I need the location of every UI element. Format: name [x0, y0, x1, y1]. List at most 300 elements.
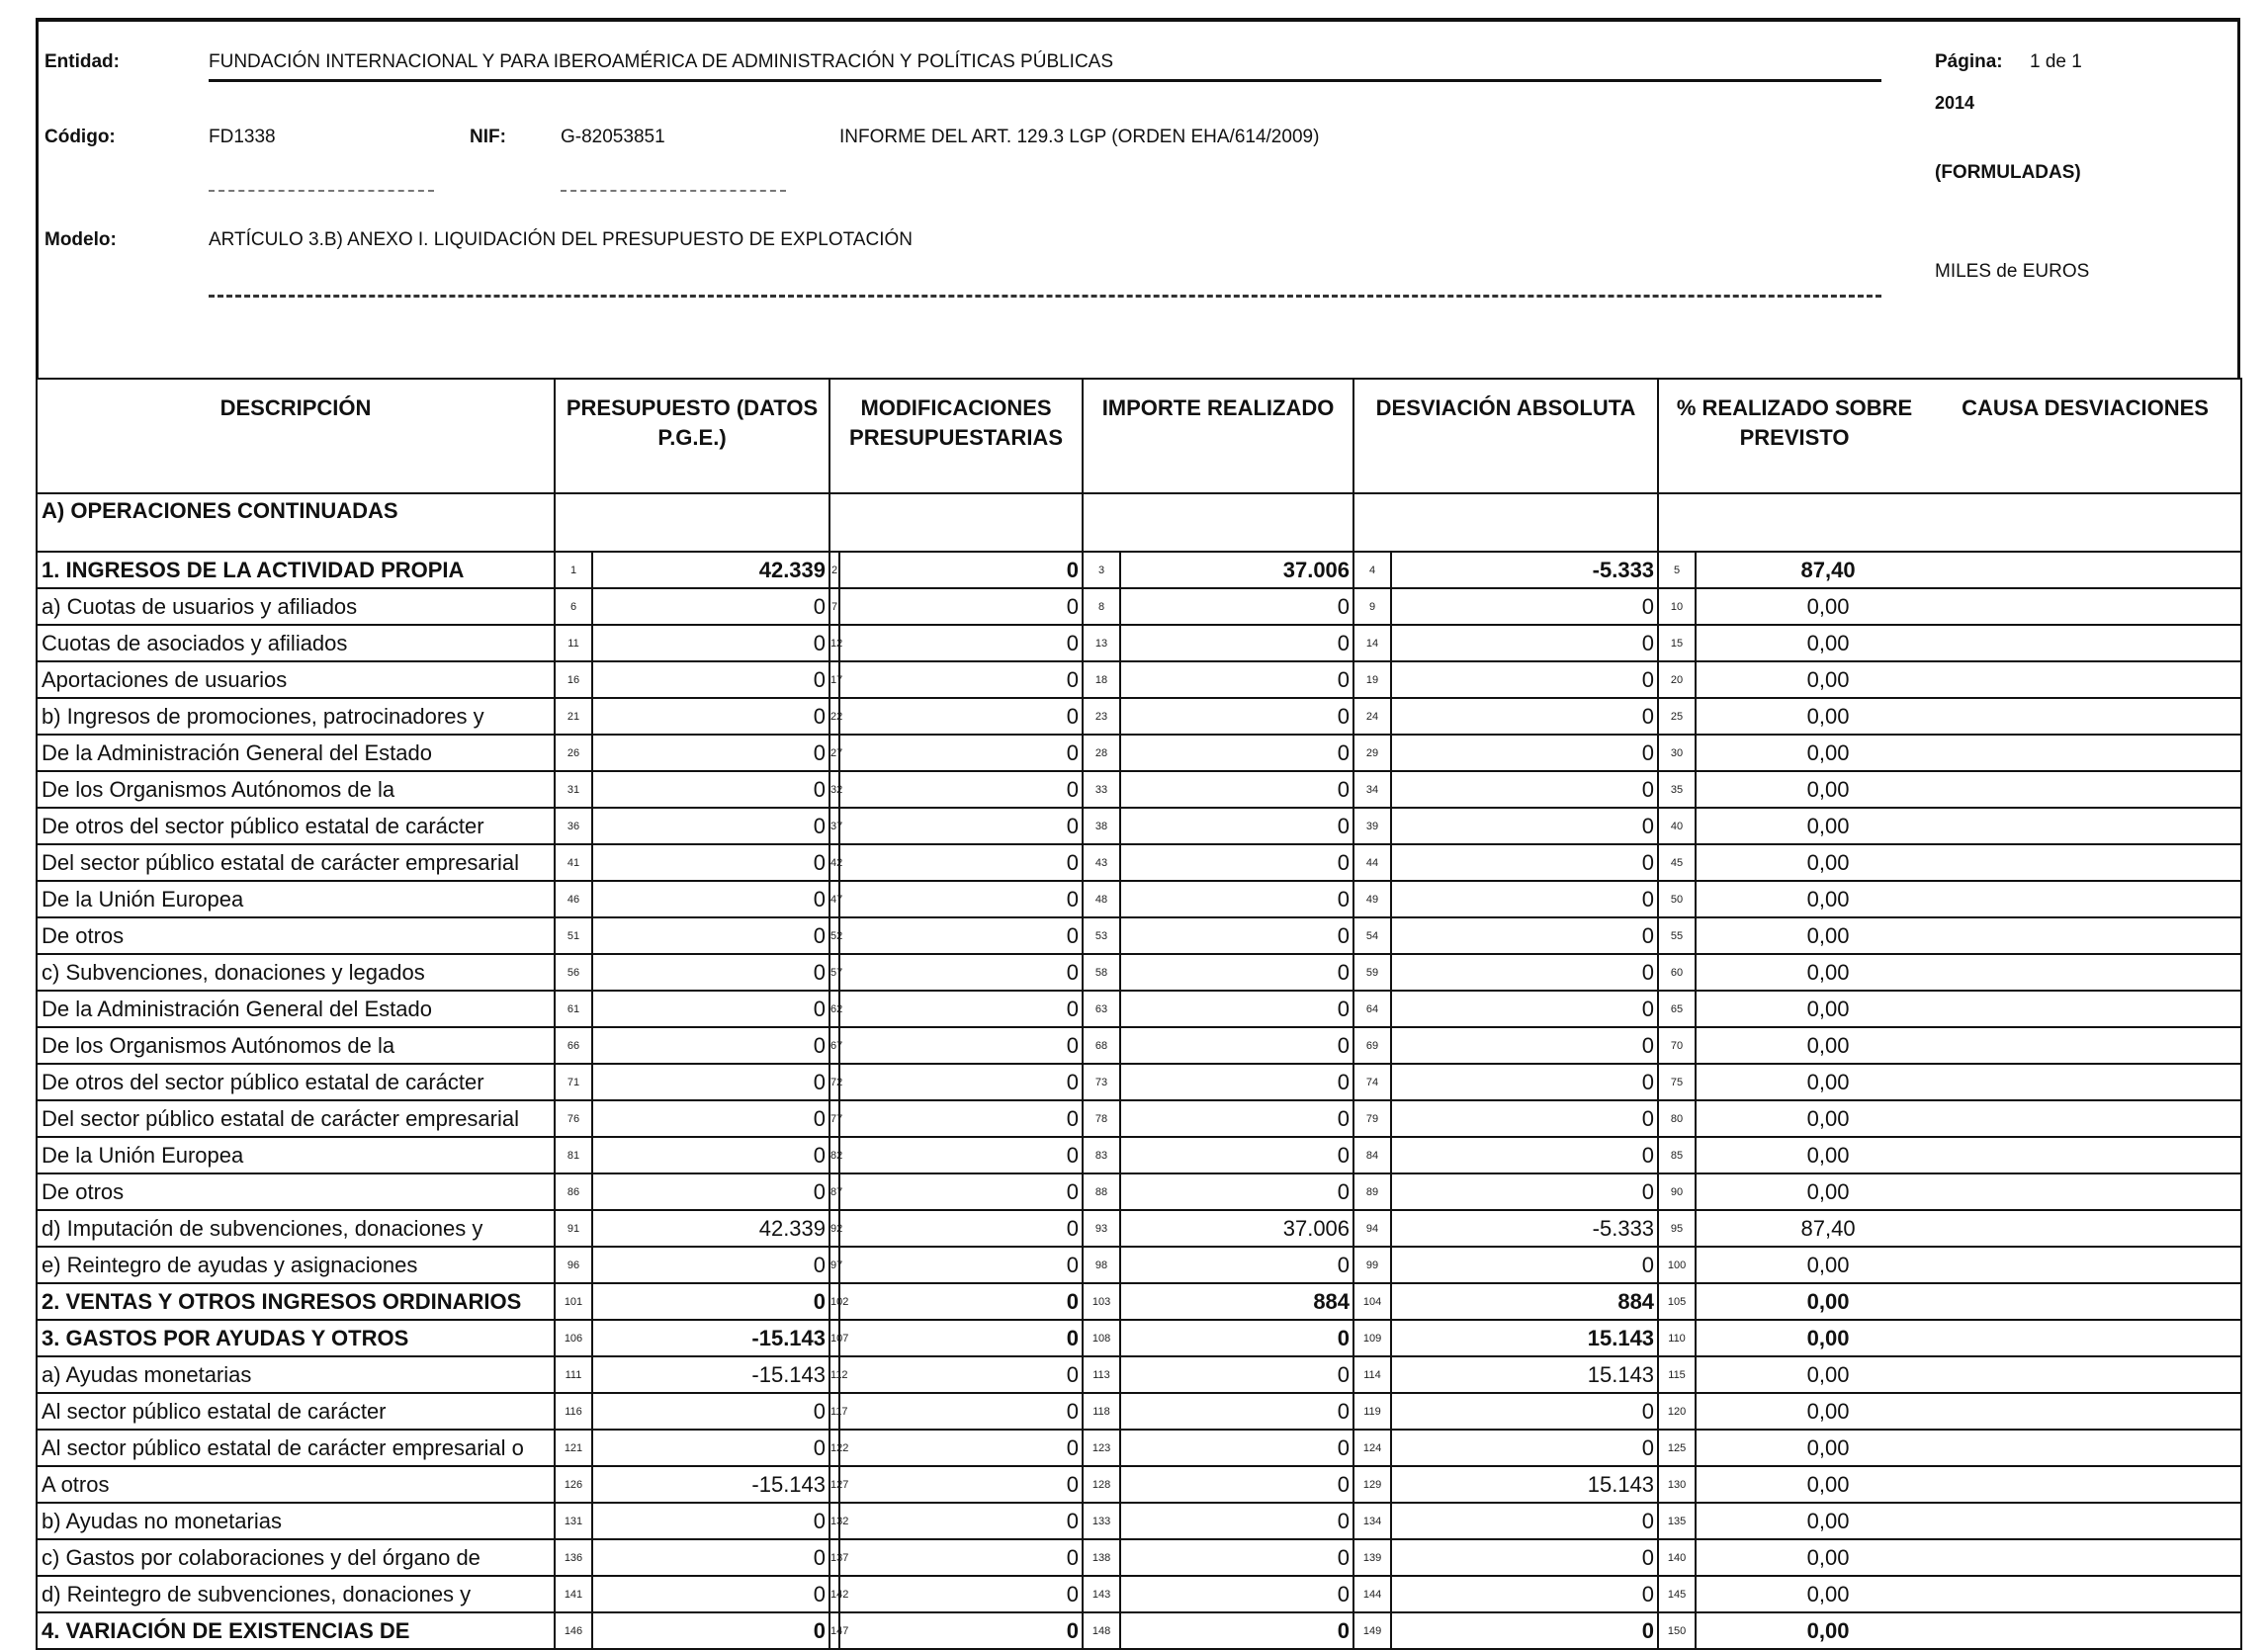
causa-value: [1930, 1539, 2241, 1576]
importe-value: 0: [1120, 1173, 1353, 1210]
row-description: d) Imputación de subvenciones, donaciones y: [37, 1210, 555, 1247]
entidad-underline: [209, 79, 1881, 82]
importe-value: 0: [1120, 1064, 1353, 1100]
importe-value: 0: [1120, 881, 1353, 917]
line-number: 28: [1083, 735, 1120, 771]
presupuesto-value: 0: [592, 1064, 829, 1100]
row-description: De los Organismos Autónomos de la: [37, 1027, 555, 1064]
importe-value: 0: [1120, 771, 1353, 808]
line-number: 56: [555, 954, 592, 991]
table-row: [37, 1576, 2241, 1612]
line-number: 135: [1658, 1503, 1696, 1539]
presupuesto-value: -15.143: [592, 1320, 829, 1356]
table-row: [37, 808, 2241, 844]
desviacion-value: 0: [1391, 625, 1658, 661]
table-row: [37, 1320, 2241, 1356]
modificaciones-value: 0: [839, 1356, 1083, 1393]
importe-value: 0: [1120, 1612, 1353, 1649]
presupuesto-value: -15.143: [592, 1466, 829, 1503]
line-number: 82: [829, 1137, 839, 1173]
line-number: 33: [1083, 771, 1120, 808]
line-number: 54: [1353, 917, 1391, 954]
causa-value: [1930, 881, 2241, 917]
modificaciones-value: 0: [839, 1320, 1083, 1356]
line-number: 29: [1353, 735, 1391, 771]
line-number: 138: [1083, 1539, 1120, 1576]
line-number: 80: [1658, 1100, 1696, 1137]
realizado-value: 0,00: [1696, 1100, 1930, 1137]
line-number: 141: [555, 1576, 592, 1612]
line-number: 21: [555, 698, 592, 735]
desviacion-value: -5.333: [1391, 552, 1658, 588]
modificaciones-value: 0: [839, 1027, 1083, 1064]
report-header: [36, 22, 2240, 378]
realizado-value: 0,00: [1696, 1393, 1930, 1430]
table-row: [37, 735, 2241, 771]
line-number: 8: [1083, 588, 1120, 625]
presupuesto-value: 0: [592, 1100, 829, 1137]
report-year: 2014: [1935, 93, 1975, 113]
row-description: Aportaciones de usuarios: [37, 661, 555, 698]
realizado-value: 0,00: [1696, 1466, 1930, 1503]
row-description: De la Administración General del Estado: [37, 991, 555, 1027]
line-number: 84: [1353, 1137, 1391, 1173]
row-description: 3. GASTOS POR AYUDAS Y OTROS: [37, 1320, 555, 1356]
line-number: 4: [1353, 552, 1391, 588]
line-number: 114: [1353, 1356, 1391, 1393]
realizado-value: 0,00: [1696, 1612, 1930, 1649]
importe-value: 0: [1120, 735, 1353, 771]
importe-value: 0: [1120, 1576, 1353, 1612]
pagina-value: 1 de 1: [2030, 51, 2082, 72]
col-causa: CAUSA DESVIACIONES: [1930, 379, 2241, 493]
causa-value: [1930, 1576, 2241, 1612]
row-description: Al sector público estatal de carácter empresarial o: [37, 1430, 555, 1466]
desviacion-value: 0: [1391, 954, 1658, 991]
importe-value: 0: [1120, 1503, 1353, 1539]
line-number: 118: [1083, 1393, 1120, 1430]
line-number: 62: [829, 991, 839, 1027]
causa-value: [1930, 808, 2241, 844]
presupuesto-value: 0: [592, 588, 829, 625]
line-number: 2: [829, 552, 839, 588]
importe-value: 0: [1120, 661, 1353, 698]
line-number: 72: [829, 1064, 839, 1100]
desviacion-value: 0: [1391, 1027, 1658, 1064]
importe-value: 0: [1120, 1320, 1353, 1356]
realizado-value: 0,00: [1696, 844, 1930, 881]
row-description: d) Reintegro de subvenciones, donaciones y: [37, 1576, 555, 1612]
line-number: 105: [1658, 1283, 1696, 1320]
line-number: 22: [829, 698, 839, 735]
line-number: 7: [829, 588, 839, 625]
causa-value: [1930, 1173, 2241, 1210]
presupuesto-value: 0: [592, 1430, 829, 1466]
presupuesto-value: 0: [592, 735, 829, 771]
nif-value: G-82053851: [561, 127, 665, 147]
modelo-value: ARTÍCULO 3.B) ANEXO I. LIQUIDACIÓN DEL PRESUPUESTO DE EXPLOTACIÓN: [209, 229, 913, 250]
line-number: 148: [1083, 1612, 1120, 1649]
line-number: 97: [829, 1247, 839, 1283]
line-number: 23: [1083, 698, 1120, 735]
line-number: 79: [1353, 1100, 1391, 1137]
presupuesto-value: 0: [592, 1612, 829, 1649]
row-description: e) Reintegro de ayudas y asignaciones: [37, 1247, 555, 1283]
modificaciones-value: 0: [839, 1137, 1083, 1173]
presupuesto-value: -15.143: [592, 1356, 829, 1393]
row-description: De otros: [37, 1173, 555, 1210]
realizado-value: 0,00: [1696, 1356, 1930, 1393]
presupuesto-value: 0: [592, 1173, 829, 1210]
presupuesto-value: 0: [592, 1503, 829, 1539]
realizado-value: 0,00: [1696, 1283, 1930, 1320]
line-number: 58: [1083, 954, 1120, 991]
importe-value: 0: [1120, 1393, 1353, 1430]
realizado-value: 0,00: [1696, 1247, 1930, 1283]
line-number: 68: [1083, 1027, 1120, 1064]
line-number: 146: [555, 1612, 592, 1649]
importe-value: 884: [1120, 1283, 1353, 1320]
importe-value: 0: [1120, 1430, 1353, 1466]
line-number: 129: [1353, 1466, 1391, 1503]
realizado-value: 0,00: [1696, 1173, 1930, 1210]
modelo-dash: [209, 295, 1881, 298]
modelo-label: Modelo:: [44, 229, 117, 250]
table-row: [37, 1100, 2241, 1137]
line-number: 144: [1353, 1576, 1391, 1612]
line-number: 111: [555, 1356, 592, 1393]
line-number: 88: [1083, 1173, 1120, 1210]
modificaciones-value: 0: [839, 735, 1083, 771]
line-number: 128: [1083, 1466, 1120, 1503]
realizado-value: 0,00: [1696, 698, 1930, 735]
codigo-dash: [209, 190, 434, 192]
line-number: 122: [829, 1430, 839, 1466]
desviacion-value: 884: [1391, 1283, 1658, 1320]
causa-value: [1930, 1393, 2241, 1430]
modificaciones-value: 0: [839, 844, 1083, 881]
line-number: 20: [1658, 661, 1696, 698]
desviacion-value: 0: [1391, 881, 1658, 917]
desviacion-value: 0: [1391, 771, 1658, 808]
desviacion-value: 0: [1391, 1576, 1658, 1612]
realizado-value: 0,00: [1696, 625, 1930, 661]
line-number: 103: [1083, 1283, 1120, 1320]
line-number: 18: [1083, 661, 1120, 698]
realizado-value: 0,00: [1696, 661, 1930, 698]
line-number: 136: [555, 1539, 592, 1576]
line-number: 139: [1353, 1539, 1391, 1576]
desviacion-value: 0: [1391, 917, 1658, 954]
line-number: 48: [1083, 881, 1120, 917]
line-number: 6: [555, 588, 592, 625]
line-number: 147: [829, 1612, 839, 1649]
importe-value: 0: [1120, 588, 1353, 625]
line-number: 110: [1658, 1320, 1696, 1356]
modificaciones-value: 0: [839, 808, 1083, 844]
causa-value: [1930, 1283, 2241, 1320]
causa-value: [1930, 844, 2241, 881]
presupuesto-value: 0: [592, 1576, 829, 1612]
line-number: 40: [1658, 808, 1696, 844]
row-description: De la Unión Europea: [37, 881, 555, 917]
causa-value: [1930, 1466, 2241, 1503]
line-number: 32: [829, 771, 839, 808]
presupuesto-value: 0: [592, 661, 829, 698]
table-row: [37, 1612, 2241, 1649]
line-number: 101: [555, 1283, 592, 1320]
modificaciones-value: 0: [839, 1576, 1083, 1612]
nif-dash: [561, 190, 786, 192]
line-number: 145: [1658, 1576, 1696, 1612]
line-number: 76: [555, 1100, 592, 1137]
modificaciones-value: 0: [839, 991, 1083, 1027]
line-number: 71: [555, 1064, 592, 1100]
realizado-value: 0,00: [1696, 1027, 1930, 1064]
line-number: 86: [555, 1173, 592, 1210]
pagina-label: Página:: [1935, 51, 2003, 72]
desviacion-value: 0: [1391, 698, 1658, 735]
line-number: 142: [829, 1576, 839, 1612]
causa-value: [1930, 991, 2241, 1027]
presupuesto-value: 0: [592, 808, 829, 844]
line-number: 11: [555, 625, 592, 661]
col-modificaciones: MODIFICACIONES PRESUPUESTARIAS: [829, 379, 1083, 493]
desviacion-value: 0: [1391, 1503, 1658, 1539]
table-row: [37, 698, 2241, 735]
line-number: 63: [1083, 991, 1120, 1027]
table-row: [37, 1356, 2241, 1393]
modificaciones-value: 0: [839, 1100, 1083, 1137]
desviacion-value: 0: [1391, 991, 1658, 1027]
presupuesto-value: 0: [592, 698, 829, 735]
line-number: 55: [1658, 917, 1696, 954]
importe-value: 0: [1120, 917, 1353, 954]
presupuesto-value: 0: [592, 881, 829, 917]
row-description: Al sector público estatal de carácter: [37, 1393, 555, 1430]
line-number: 34: [1353, 771, 1391, 808]
table-row: [37, 844, 2241, 881]
line-number: 132: [829, 1503, 839, 1539]
modificaciones-value: 0: [839, 625, 1083, 661]
line-number: 127: [829, 1466, 839, 1503]
causa-value: [1930, 954, 2241, 991]
realizado-value: 0,00: [1696, 1137, 1930, 1173]
table-row: [37, 625, 2241, 661]
line-number: 124: [1353, 1430, 1391, 1466]
table-row: [37, 1247, 2241, 1283]
desviacion-value: 0: [1391, 588, 1658, 625]
table-row: [37, 771, 2241, 808]
col-desviacion: DESVIACIÓN ABSOLUTA: [1353, 379, 1658, 493]
informe-title: INFORME DEL ART. 129.3 LGP (ORDEN EHA/614/2009): [839, 127, 1320, 147]
desviacion-value: 15.143: [1391, 1466, 1658, 1503]
line-number: 45: [1658, 844, 1696, 881]
line-number: 64: [1353, 991, 1391, 1027]
row-description: 1. INGRESOS DE LA ACTIVIDAD PROPIA: [37, 552, 555, 588]
line-number: 100: [1658, 1247, 1696, 1283]
modificaciones-value: 0: [839, 1064, 1083, 1100]
causa-value: [1930, 917, 2241, 954]
line-number: 115: [1658, 1356, 1696, 1393]
line-number: 14: [1353, 625, 1391, 661]
line-number: 69: [1353, 1027, 1391, 1064]
line-number: 123: [1083, 1430, 1120, 1466]
units-label: MILES de EUROS: [1935, 261, 2090, 282]
line-number: 74: [1353, 1064, 1391, 1100]
line-number: 109: [1353, 1320, 1391, 1356]
section-row: [37, 493, 2241, 552]
line-number: 133: [1083, 1503, 1120, 1539]
causa-value: [1930, 1612, 2241, 1649]
desviacion-value: -5.333: [1391, 1210, 1658, 1247]
line-number: 77: [829, 1100, 839, 1137]
realizado-value: 0,00: [1696, 1320, 1930, 1356]
line-number: 10: [1658, 588, 1696, 625]
realizado-value: 0,00: [1696, 991, 1930, 1027]
realizado-value: 0,00: [1696, 881, 1930, 917]
line-number: 43: [1083, 844, 1120, 881]
budget-table: [36, 378, 2242, 1650]
line-number: 39: [1353, 808, 1391, 844]
line-number: 59: [1353, 954, 1391, 991]
causa-value: [1930, 771, 2241, 808]
line-number: 15: [1658, 625, 1696, 661]
line-number: 96: [555, 1247, 592, 1283]
row-description: c) Subvenciones, donaciones y legados: [37, 954, 555, 991]
desviacion-value: 0: [1391, 1064, 1658, 1100]
column-header-row: [37, 379, 2241, 493]
line-number: 99: [1353, 1247, 1391, 1283]
importe-value: 0: [1120, 698, 1353, 735]
realizado-value: 0,00: [1696, 771, 1930, 808]
line-number: 5: [1658, 552, 1696, 588]
line-number: 112: [829, 1356, 839, 1393]
causa-value: [1930, 1210, 2241, 1247]
line-number: 27: [829, 735, 839, 771]
line-number: 44: [1353, 844, 1391, 881]
importe-value: 0: [1120, 954, 1353, 991]
line-number: 106: [555, 1320, 592, 1356]
line-number: 36: [555, 808, 592, 844]
importe-value: 0: [1120, 1137, 1353, 1173]
line-number: 117: [829, 1393, 839, 1430]
table-row: [37, 1283, 2241, 1320]
presupuesto-value: 0: [592, 844, 829, 881]
table-row: [37, 954, 2241, 991]
causa-value: [1930, 625, 2241, 661]
line-number: 35: [1658, 771, 1696, 808]
row-description: c) Gastos por colaboraciones y del órgano de: [37, 1539, 555, 1576]
presupuesto-value: 0: [592, 1027, 829, 1064]
table-row: [37, 552, 2241, 588]
line-number: 1: [555, 552, 592, 588]
presupuesto-value: 0: [592, 1393, 829, 1430]
realizado-value: 87,40: [1696, 1210, 1930, 1247]
nif-label: NIF:: [470, 127, 506, 147]
table-row: [37, 1466, 2241, 1503]
table-row: [37, 991, 2241, 1027]
line-number: 150: [1658, 1612, 1696, 1649]
line-number: 119: [1353, 1393, 1391, 1430]
realizado-value: 0,00: [1696, 808, 1930, 844]
modificaciones-value: 0: [839, 771, 1083, 808]
causa-value: [1930, 1247, 2241, 1283]
presupuesto-value: 0: [592, 625, 829, 661]
line-number: 41: [555, 844, 592, 881]
line-number: 140: [1658, 1539, 1696, 1576]
causa-value: [1930, 698, 2241, 735]
col-importe: IMPORTE REALIZADO: [1083, 379, 1353, 493]
line-number: 104: [1353, 1283, 1391, 1320]
modificaciones-value: 0: [839, 552, 1083, 588]
modificaciones-value: 0: [839, 881, 1083, 917]
line-number: 19: [1353, 661, 1391, 698]
table-row: [37, 661, 2241, 698]
row-description: De los Organismos Autónomos de la: [37, 771, 555, 808]
presupuesto-value: 42.339: [592, 1210, 829, 1247]
line-number: 3: [1083, 552, 1120, 588]
presupuesto-value: 0: [592, 917, 829, 954]
line-number: 85: [1658, 1137, 1696, 1173]
line-number: 116: [555, 1393, 592, 1430]
desviacion-value: 0: [1391, 1430, 1658, 1466]
col-presupuesto: PRESUPUESTO (DATOS P.G.E.): [555, 379, 829, 493]
line-number: 126: [555, 1466, 592, 1503]
line-number: 51: [555, 917, 592, 954]
modificaciones-value: 0: [839, 1210, 1083, 1247]
row-description: a) Ayudas monetarias: [37, 1356, 555, 1393]
importe-value: 0: [1120, 1539, 1353, 1576]
line-number: 13: [1083, 625, 1120, 661]
entidad-label: Entidad:: [44, 51, 120, 72]
line-number: 42: [829, 844, 839, 881]
presupuesto-value: 0: [592, 1137, 829, 1173]
causa-value: [1930, 1320, 2241, 1356]
row-description: De la Administración General del Estado: [37, 735, 555, 771]
row-description: De otros del sector público estatal de carácter: [37, 808, 555, 844]
line-number: 30: [1658, 735, 1696, 771]
line-number: 65: [1658, 991, 1696, 1027]
line-number: 98: [1083, 1247, 1120, 1283]
desviacion-value: 0: [1391, 735, 1658, 771]
causa-value: [1930, 588, 2241, 625]
importe-value: 37.006: [1120, 552, 1353, 588]
line-number: 49: [1353, 881, 1391, 917]
line-number: 67: [829, 1027, 839, 1064]
modificaciones-value: 0: [839, 1283, 1083, 1320]
modificaciones-value: 0: [839, 917, 1083, 954]
modificaciones-value: 0: [839, 661, 1083, 698]
row-description: 4. VARIACIÓN DE EXISTENCIAS DE: [37, 1612, 555, 1649]
line-number: 9: [1353, 588, 1391, 625]
line-number: 108: [1083, 1320, 1120, 1356]
row-description: 2. VENTAS Y OTROS INGRESOS ORDINARIOS: [37, 1283, 555, 1320]
desviacion-value: 15.143: [1391, 1320, 1658, 1356]
causa-value: [1930, 1137, 2241, 1173]
line-number: 102: [829, 1283, 839, 1320]
line-number: 25: [1658, 698, 1696, 735]
importe-value: 0: [1120, 1356, 1353, 1393]
row-description: A otros: [37, 1466, 555, 1503]
desviacion-value: 0: [1391, 661, 1658, 698]
modificaciones-value: 0: [839, 588, 1083, 625]
table-row: [37, 1137, 2241, 1173]
realizado-value: 0,00: [1696, 954, 1930, 991]
line-number: 134: [1353, 1503, 1391, 1539]
table-row: [37, 1503, 2241, 1539]
table-row: [37, 1393, 2241, 1430]
